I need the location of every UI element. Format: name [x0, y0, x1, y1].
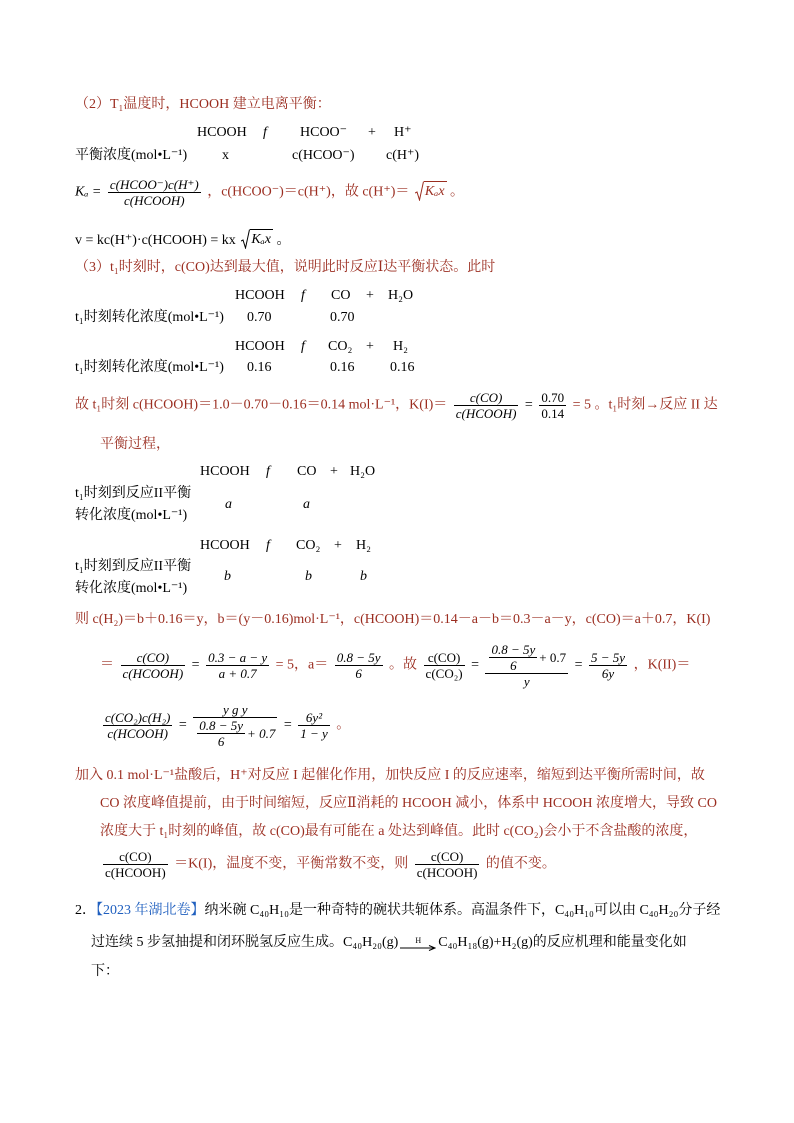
- fraction-numerator: 0.70: [541, 390, 565, 405]
- row-value: c(HCOO⁻): [292, 148, 355, 163]
- fraction-denominator: 1 − y: [300, 726, 328, 741]
- equation-product: CO: [297, 464, 317, 479]
- arrow-condition-label: H: [415, 936, 422, 945]
- equilibrium-arrow: f: [263, 125, 267, 140]
- fraction-denominator: [193, 718, 277, 749]
- equilibrium-arrow: f: [301, 288, 305, 303]
- question2-line-1: [75, 902, 720, 920]
- k1-ratio-fraction: [454, 390, 519, 421]
- equilibrium-concentration-row: [0, 147, 794, 165]
- question-text: 纳米碗 C₄₀H₁₀是一种奇特的碗状共轭体系。高温条件下，C₄₀H₁₀可以由 C₄₀H₂₀分子经: [204, 903, 721, 918]
- row-value: 0.70: [247, 310, 272, 325]
- derivation-text: ，K(II)＝: [633, 657, 691, 673]
- derivation-line-2: [100, 642, 690, 689]
- row-value: a: [303, 497, 310, 512]
- numerator-addend: + 0.7: [539, 650, 567, 665]
- row-label: t₁时刻转化浓度(mol•L⁻¹): [75, 360, 224, 375]
- fraction-denominator: c(CO₂): [425, 666, 463, 681]
- equals-sign: ＝: [100, 657, 114, 673]
- nested-fraction: [197, 718, 245, 749]
- k1-ratio-fraction: [103, 849, 168, 880]
- explanation-line-1: 加入 0.1 mol·L⁻¹盐酸后，H⁺对反应 I 起催化作用，加快反应 I 的反应速率，缩短到达平衡所需时间，故: [75, 768, 705, 783]
- fraction-numerator: c(CO): [103, 849, 168, 865]
- fraction-numerator: 0.8 − 5y: [491, 642, 536, 657]
- k1-ratio-fraction: [415, 849, 480, 880]
- reaction4-conversion-row: [0, 558, 794, 600]
- equation-product: HCOO⁻: [300, 125, 348, 140]
- conclusion-line: [100, 849, 556, 880]
- fraction-denominator: 6y: [601, 666, 615, 681]
- derivation-text: = 5，a＝: [275, 657, 329, 673]
- fraction-numerator: 0.8 − 5y: [336, 650, 381, 665]
- reaction1-conversion-row: [0, 309, 794, 327]
- row-value: a: [225, 497, 232, 512]
- sentence-end: 。: [336, 717, 351, 733]
- fraction-denominator: c(HCOOH): [122, 666, 184, 681]
- row-value: c(H⁺): [386, 148, 420, 163]
- equation-product: H⁺: [394, 125, 412, 140]
- k2-ratio-fraction: [103, 710, 172, 741]
- row-label: t₁时刻到反应II平衡: [75, 559, 192, 574]
- reaction1-equation: [0, 287, 794, 305]
- fraction-numerator: c(CO): [424, 650, 465, 666]
- derivation-line-3: [100, 702, 350, 749]
- equation-reactant: HCOOH: [235, 288, 285, 303]
- row-label: t₁时刻到反应II平衡: [75, 486, 192, 501]
- conclusion-end: 的值不变。: [485, 856, 556, 872]
- equilibrium-arrow: f: [266, 464, 270, 479]
- equals-sign: =: [524, 397, 533, 413]
- fraction-numerator: c(HCOO⁻)c(H⁺): [109, 177, 199, 192]
- row-label: 平衡浓度(mol•L⁻¹): [75, 148, 188, 163]
- ka-explanation: ，c(HCOO⁻)＝c(H⁺)，故 c(H⁺)＝: [207, 184, 410, 200]
- reaction4-equation: [0, 537, 794, 555]
- row-value: b: [305, 569, 312, 584]
- fraction-denominator: a + 0.7: [218, 666, 257, 681]
- k1-continuation: 平衡过程，: [100, 437, 170, 452]
- row-value: 0.70: [330, 310, 355, 325]
- fraction-numerator: c(CO): [415, 849, 480, 865]
- equals-sign: =: [178, 717, 187, 733]
- denominator-addend: + 0.7: [247, 726, 276, 741]
- nested-fraction: [489, 642, 537, 673]
- row-value: 0.16: [330, 360, 355, 375]
- row-label: 转化浓度(mol•L⁻¹): [75, 508, 188, 523]
- conclusion-text: ＝K(I)，温度不变，平衡常数不变，则: [174, 856, 409, 872]
- equation-product: H₂: [393, 339, 408, 354]
- equation-product: H₂O: [350, 464, 376, 479]
- equation-reactant: HCOOH: [200, 538, 250, 553]
- plus-sign: +: [368, 125, 376, 140]
- fraction-denominator: 0.14: [541, 406, 565, 421]
- plus-sign: +: [330, 464, 338, 479]
- fraction-numerator: c(CO): [121, 650, 186, 666]
- k1-substituted-fraction: [206, 650, 269, 681]
- reaction2-conversion-row: [0, 359, 794, 377]
- rate-expression: [75, 229, 290, 250]
- k1-result: = 5 。t₁时刻→反应 II 达: [572, 397, 718, 413]
- question-source-tag: 【2023 年湖北卷】: [96, 903, 205, 918]
- arrow-line-icon: [400, 945, 436, 951]
- ka-lhs: Kₐ =: [75, 184, 102, 200]
- plus-sign: +: [366, 288, 374, 303]
- question2-line-2: [91, 934, 687, 952]
- radicand: Kₐx: [424, 181, 447, 201]
- fraction-denominator: 6: [510, 658, 517, 673]
- reaction-arrow-icon: [400, 937, 436, 951]
- square-root: [241, 229, 273, 249]
- fraction-denominator: c(HCOOH): [123, 193, 185, 208]
- fraction-numerator: [485, 642, 568, 674]
- question-number: 2．: [75, 903, 96, 918]
- radical-sign-icon: [241, 229, 250, 249]
- fraction-numerator: 0.3 − a − y: [208, 650, 268, 665]
- equation-reactant: HCOOH: [197, 125, 247, 140]
- row-value: 0.16: [247, 360, 272, 375]
- equals-sign: =: [471, 657, 479, 673]
- question-text: 过连续 5 步氢抽提和闭环脱氢反应生成。C₄₀H₂₀(g): [91, 935, 399, 950]
- fraction-denominator: 6: [217, 734, 225, 749]
- a-value-fraction: [335, 650, 383, 681]
- row-value: 0.16: [390, 360, 415, 375]
- reaction3-equation: [0, 463, 794, 481]
- fraction-denominator: c(HCOOH): [455, 406, 517, 421]
- fraction-denominator: c(HCOOH): [107, 726, 168, 741]
- equation-product: CO₂: [328, 339, 353, 354]
- derivation-line-1: 则 c(H₂)＝b＋0.16＝y，b＝(y－0.16)mol·L⁻¹，c(HCOOH)＝0.14－a－b＝0.3－a－y，c(CO)＝a＋0.7，K(I): [75, 612, 711, 627]
- co-co2-expanded-fraction: [485, 642, 568, 689]
- plus-sign: +: [334, 538, 342, 553]
- equals-sign: =: [283, 717, 292, 733]
- k1-text: 故 t₁时刻 c(HCOOH)＝1.0－0.70－0.16＝0.14 mol·L⁻¹，K(I)＝: [75, 397, 448, 413]
- fraction-numerator: c(CO₂)c(H₂): [105, 710, 171, 725]
- equals-sign: =: [191, 657, 200, 673]
- fraction-denominator: c(HCOOH): [416, 865, 478, 880]
- plus-sign: +: [366, 339, 374, 354]
- k2-result-fraction: [298, 710, 330, 741]
- sentence-end: 。: [276, 233, 291, 248]
- explanation-line-3: 浓度大于 t₁时刻的峰值，故 c(CO)最有可能在 a 处达到峰值。此时 c(CO₂)会小于不含盐酸的浓度，: [100, 824, 698, 839]
- fraction-numerator: 5 − 5y: [591, 650, 626, 665]
- equilibrium-arrow: f: [301, 339, 305, 354]
- equation-product: CO: [331, 288, 351, 303]
- k2-substituted-fraction: [193, 702, 277, 749]
- row-label: 转化浓度(mol•L⁻¹): [75, 581, 188, 596]
- ka-expression: [75, 177, 464, 208]
- radicand: Kₐx: [250, 229, 273, 249]
- ionization-equation: [0, 124, 794, 142]
- derivation-text: 。故: [389, 657, 418, 673]
- equation-reactant: HCOOH: [200, 464, 250, 479]
- fraction-numerator: 6y²: [298, 710, 330, 726]
- question2-line-3: 下：: [91, 964, 119, 979]
- equation-product: H₂: [356, 538, 371, 553]
- row-value: b: [224, 569, 231, 584]
- equation-product: CO₂: [296, 538, 321, 553]
- row-value: b: [360, 569, 367, 584]
- equilibrium-arrow: f: [266, 538, 270, 553]
- fraction-denominator: y: [523, 674, 530, 689]
- equals-sign: =: [574, 657, 583, 673]
- reaction2-equation: [0, 338, 794, 356]
- sentence-end: 。: [450, 184, 465, 200]
- question-text: C₄₀H₁₈(g)+H₂(g)的反应机理和能量变化如: [438, 935, 687, 950]
- explanation-line-2: CO 浓度峰值提前，由于时间缩短，反应Ⅱ消耗的 HCOOH 减小，体系中 HCOOH 浓度增大，导致 CO: [100, 796, 717, 811]
- square-root: [415, 181, 447, 201]
- radical-sign-icon: [415, 181, 424, 201]
- k1-calculation: [75, 390, 718, 421]
- row-value: x: [222, 148, 229, 163]
- k1-ratio-fraction: [121, 650, 186, 681]
- fraction-denominator: c(HCOOH): [105, 865, 166, 880]
- k1-value-fraction: [539, 390, 566, 421]
- ka-fraction: [108, 177, 201, 208]
- fraction-numerator: c(CO): [454, 390, 519, 406]
- part2-intro: （2）T₁温度时，HCOOH 建立电离平衡：: [75, 97, 331, 112]
- fraction-numerator: y g y: [193, 702, 277, 718]
- equation-reactant: HCOOH: [235, 339, 285, 354]
- co-co2-simplified-fraction: [589, 650, 627, 681]
- co-co2-ratio-fraction: [424, 650, 465, 681]
- fraction-denominator: 6: [355, 666, 362, 681]
- equation-product: H₂O: [388, 288, 414, 303]
- part3-intro: （3）t₁时刻时，c(CO)达到最大值，说明此时反应Ⅰ达平衡状态。此时: [75, 260, 496, 275]
- row-label: t₁时刻转化浓度(mol•L⁻¹): [75, 310, 224, 325]
- reaction3-conversion-row: [0, 485, 794, 527]
- fraction-numerator: 0.8 − 5y: [199, 718, 244, 733]
- rate-text: v = kc(H⁺)·c(HCOOH) = kx: [75, 233, 236, 248]
